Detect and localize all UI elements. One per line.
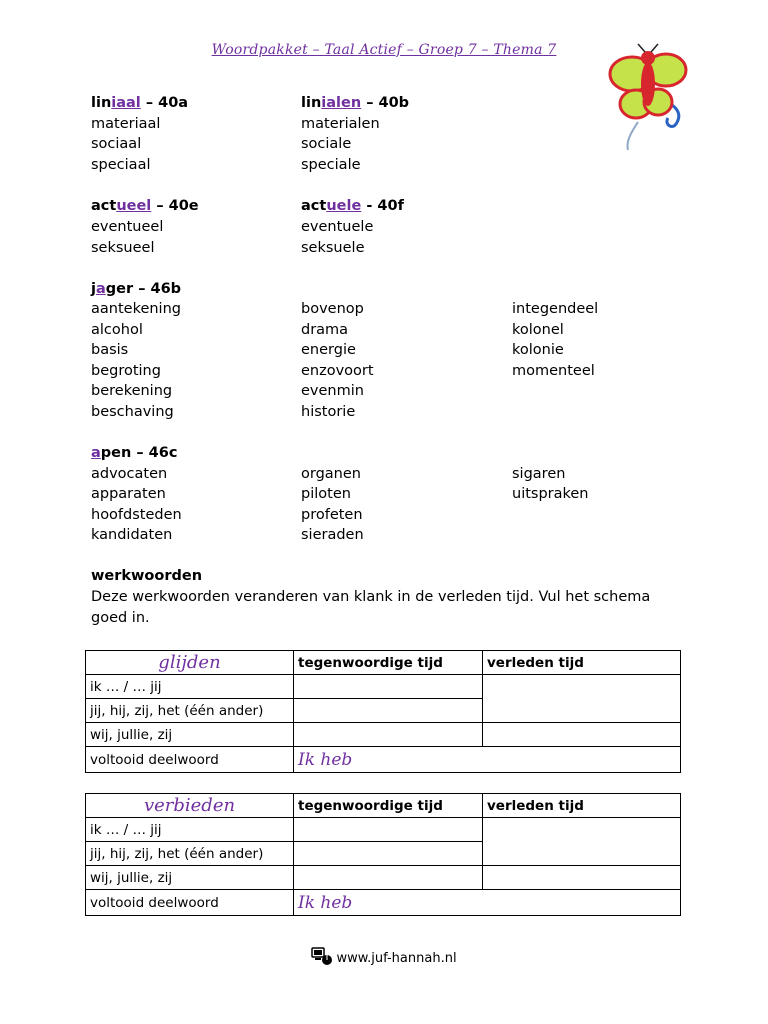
word: speciaal xyxy=(91,157,151,173)
word: sieraden xyxy=(301,527,364,543)
word: integendeel xyxy=(512,301,599,317)
word: aantekening xyxy=(91,301,181,317)
word: uitspraken xyxy=(512,486,589,502)
word: piloten xyxy=(301,486,351,502)
word: drama xyxy=(301,322,349,338)
column-header-past: verleden tijd xyxy=(483,651,681,675)
answer-cell-past[interactable] xyxy=(483,723,681,747)
word: enzovoort xyxy=(301,363,374,379)
row-label: jij, hij, zij, het (één ander) xyxy=(86,699,294,723)
word: eventueel xyxy=(91,219,164,235)
verb-table-glijden xyxy=(85,650,681,773)
column-header-present: tegenwoordige tijd xyxy=(294,794,483,818)
verb-label: verbieden xyxy=(86,794,294,818)
word: speciale xyxy=(301,157,361,173)
row-label: ik … / … jij xyxy=(86,675,294,699)
row-label: jij, hij, zij, het (één ander) xyxy=(86,842,294,866)
verb-table-verbieden xyxy=(85,793,681,916)
word: alcohol xyxy=(91,322,143,338)
participle-answer-cell[interactable]: Ik heb xyxy=(294,890,681,916)
table-row xyxy=(86,890,681,916)
table-row xyxy=(86,747,681,773)
table-row xyxy=(86,675,681,699)
word: seksuele xyxy=(301,240,365,256)
word: organen xyxy=(301,466,361,482)
footer-link[interactable]: www.juf-hannah.nl xyxy=(336,951,457,966)
word: berekening xyxy=(91,383,173,399)
section-heading-liniaal: liniaal – 40a xyxy=(91,95,189,111)
answer-cell-past[interactable] xyxy=(483,866,681,890)
word: begroting xyxy=(91,363,161,379)
word: bovenop xyxy=(301,301,364,317)
word: beschaving xyxy=(91,404,174,420)
word: historie xyxy=(301,404,356,420)
word: profeten xyxy=(301,507,363,523)
page-title: Woordpakket – Taal Actief – Groep 7 – Thema 7 xyxy=(211,42,557,58)
word: seksueel xyxy=(91,240,155,256)
word: materiaal xyxy=(91,116,161,132)
participle-answer-cell[interactable]: Ik heb xyxy=(294,747,681,773)
word: sigaren xyxy=(512,466,566,482)
werkwoorden-heading: werkwoorden xyxy=(91,568,203,584)
footer xyxy=(0,946,768,966)
butterfly-kite-icon xyxy=(608,42,690,152)
word: sociale xyxy=(301,136,352,152)
word: advocaten xyxy=(91,466,168,482)
answer-cell-past[interactable] xyxy=(483,818,681,866)
answer-cell-present[interactable] xyxy=(294,723,483,747)
table-header-row xyxy=(86,794,681,818)
werkwoorden-instruction: Deze werkwoorden veranderen van klank in de verleden tijd. Vul het schema goed in. xyxy=(91,589,651,626)
answer-cell-present[interactable] xyxy=(294,675,483,699)
answer-cell-present[interactable] xyxy=(294,866,483,890)
section-heading-actuele: actuele - 40f xyxy=(301,198,404,214)
word: materialen xyxy=(301,116,380,132)
answer-cell-past[interactable] xyxy=(483,675,681,723)
verb-label: glijden xyxy=(86,651,294,675)
word: basis xyxy=(91,342,129,358)
answer-cell-present[interactable] xyxy=(294,818,483,842)
answer-cell-present[interactable] xyxy=(294,842,483,866)
column-header-past: verleden tijd xyxy=(483,794,681,818)
section-heading-jager: jager – 46b xyxy=(91,281,182,297)
word: kolonie xyxy=(512,342,564,358)
table-row xyxy=(86,723,681,747)
table-row xyxy=(86,818,681,842)
section-heading-linialen: linialen – 40b xyxy=(301,95,410,111)
participle-label: voltooid deelwoord xyxy=(86,747,294,773)
word: apparaten xyxy=(91,486,166,502)
participle-label: voltooid deelwoord xyxy=(86,890,294,916)
section-heading-actueel: actueel – 40e xyxy=(91,198,199,214)
word: kolonel xyxy=(512,322,564,338)
row-label: ik … / … jij xyxy=(86,818,294,842)
word: eventuele xyxy=(301,219,374,235)
word: kandidaten xyxy=(91,527,173,543)
word: sociaal xyxy=(91,136,142,152)
row-label: wij, jullie, zij xyxy=(86,866,294,890)
word: momenteel xyxy=(512,363,595,379)
word: energie xyxy=(301,342,356,358)
table-row xyxy=(86,866,681,890)
answer-cell-present[interactable] xyxy=(294,699,483,723)
word: hoofdsteden xyxy=(91,507,182,523)
row-label: wij, jullie, zij xyxy=(86,723,294,747)
column-header-present: tegenwoordige tijd xyxy=(294,651,483,675)
computer-mouse-icon xyxy=(311,946,333,966)
section-heading-apen: apen – 46c xyxy=(91,445,178,461)
table-header-row xyxy=(86,651,681,675)
word: evenmin xyxy=(301,383,364,399)
